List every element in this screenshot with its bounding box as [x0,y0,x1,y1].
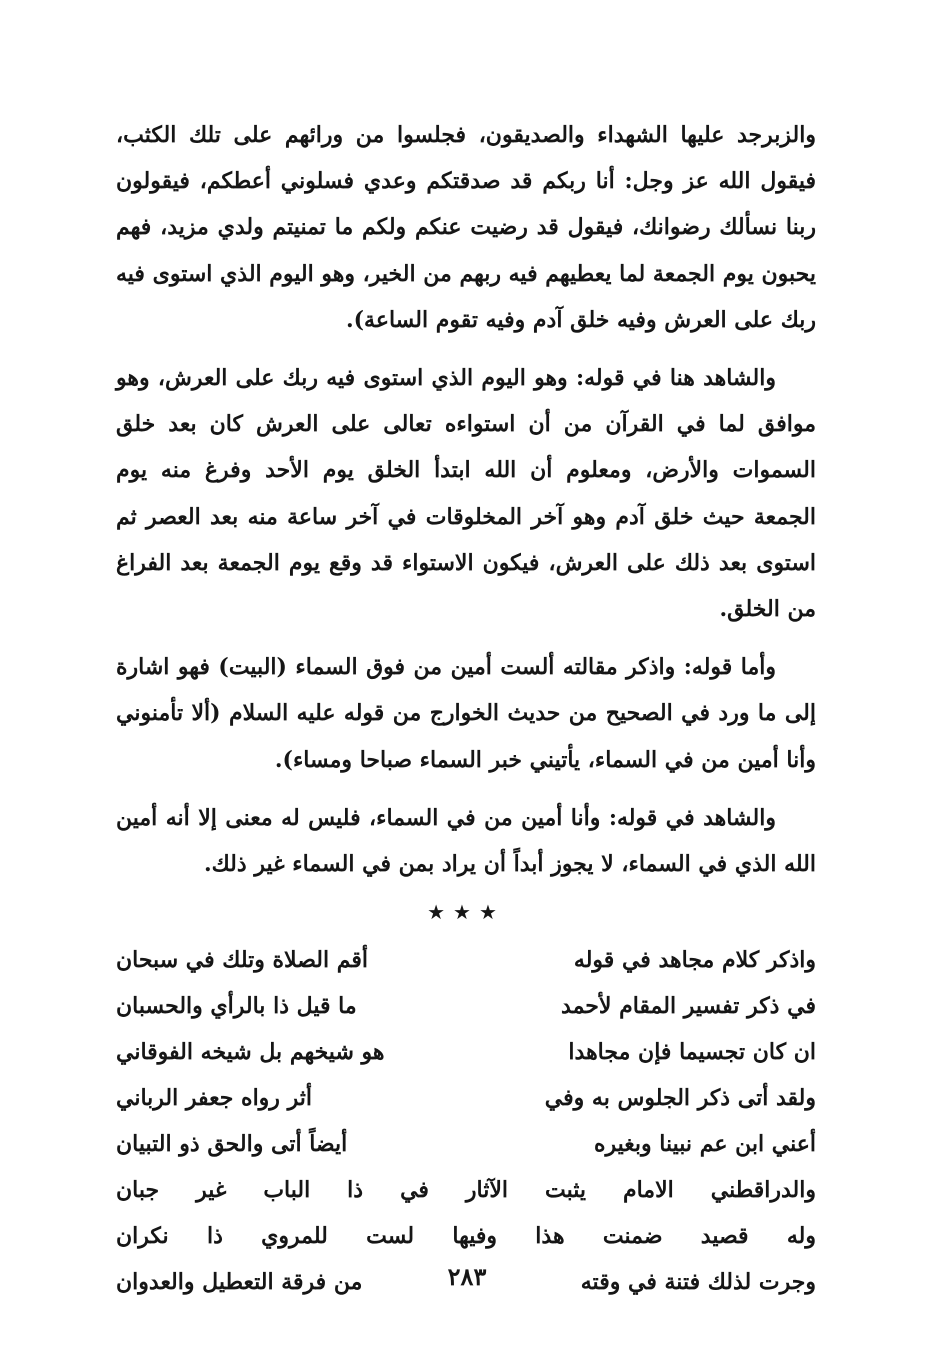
page-body [116,112,816,1305]
page-number: ٢٨٣ [447,1262,487,1291]
poem-verse [116,1121,816,1167]
poem-verse [116,937,816,983]
poem [116,937,816,1305]
poem-verse [116,1029,816,1075]
verse-second-hemistich: من فرقة التعطيل والعدوان [116,1269,363,1296]
poem-verse-joined [116,1213,816,1259]
poem-verse-joined [116,1167,816,1213]
verse-first-hemistich: وجرت لذلك فتنة في وقته [580,1269,816,1296]
verse-first-hemistich: واذكر كلام مجاهد في قوله [573,947,816,974]
verse-first-hemistich: ان كان تجسيما فإن مجاهدا [568,1039,816,1066]
verse-second-hemistich: أثر رواه جعفر الرباني [116,1085,312,1112]
verse-full-line: وله قصيد ضمنت هذا وفيها لست للمروي ذا نكران [116,1223,816,1250]
paragraph-2: والشاهد هنا في قوله: وهو اليوم الذي استوى فيه ربك على العرش، وهو موافق لما في القرآن من أن استواءه تعالى على العرش كان بعد خلق السموات والأرض، ومعلوم أن الله ابتدأ الخلق يوم الأحد وفرغ منه يوم الجمعة حيث خلق آدم وهو آخر المخلوقات في آخر ساعة منه بعد العصر ثم استوى بعد ذلك على العرش، فيكون الاستواء قد وقع يوم الجمعة بعد الفراغ من الخلق. [116,365,816,623]
paragraph-4: والشاهد في قوله: وأنا أمين من في السماء، فليس له معنى إلا أنه أمين الله الذي في السماء، لا يجوز أبداً أن يراد بمن في السماء غير ذلك. [116,804,816,878]
verse-first-hemistich: ولقد أتى ذكر الجلوس به وفي [544,1085,816,1112]
paragraph-3: وأما قوله: واذكر مقالته ألست أمين من فوق السماء (البيت) فهو اشارة إلى ما ورد في الصحيح من حديث الخوارج من قوله عليه السلام (ألا تأمنوني وأنا أمين من في السماء، يأتيني خبر السماء صباحا ومساء). [116,654,816,773]
verse-second-hemistich: أقم الصلاة وتلك في سبحان [116,947,369,974]
verse-full-line: والدراقطني الامام يثبت الآثار في ذا الباب غير جبان [116,1177,816,1204]
verse-first-hemistich: أعني ابن عم نبينا وبغيره [593,1131,816,1158]
verse-second-hemistich: هو شيخهم بل شيخه الفوقاني [116,1039,385,1066]
poem-verse [116,1075,816,1121]
poem-verse [116,983,816,1029]
verse-second-hemistich: أيضاً أتى والحق ذو التبيان [116,1131,348,1158]
verse-first-hemistich: في ذكر تفسير المقام لأحمد [561,993,816,1020]
paragraph-1: والزبرجد عليها الشهداء والصديقون، فجلسوا من ورائهم على تلك الكثب، فيقول الله عز وجل: أنا ربكم قد صدقتكم وعدي فسلوني أعطكم، فيقولون ربنا نسألك رضوانك، فيقول قد رضيت عنكم ولكم ما تمنيتم ولدي مزيد، فهم يحبون يوم الجمعة لما يعطيهم فيه ربهم من الخير، وهو اليوم الذي استوى فيه ربك على العرش وفيه خلق آدم وفيه تقوم الساعة). [116,122,816,333]
verse-second-hemistich: ما قيل ذا بالرأي والحسبان [116,993,357,1020]
section-separator: ★★★ [427,900,505,925]
